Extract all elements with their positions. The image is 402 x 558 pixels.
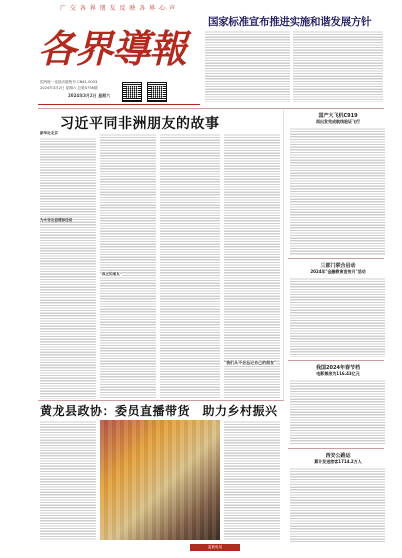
news-photo	[100, 420, 220, 540]
lead-story-body	[40, 137, 96, 399]
masthead-rule	[38, 104, 200, 105]
divider	[38, 108, 384, 109]
divider	[288, 448, 384, 449]
top-story-headline: 国家标准宣布推进实施和谐发展方针	[208, 16, 372, 28]
sidebar-story-body	[290, 467, 385, 542]
column-divider	[283, 110, 284, 400]
lead-story-subhead: 为中非友谊增添佳话	[40, 218, 73, 222]
bottom-story-body	[40, 420, 96, 540]
divider	[38, 400, 284, 401]
sidebar-story-subhead: 再出发完成航线验证飞行	[316, 119, 360, 124]
lead-story-pullquote: "我们从不会忘记自己的朋友"	[224, 360, 277, 365]
sidebar-story-body	[290, 127, 385, 255]
masthead-issue-info: 2024年3月2日 星期六 总第5756期	[40, 86, 98, 90]
lead-story-headline: 习近平同非洲朋友的故事	[60, 116, 220, 132]
sidebar-story-headline: 国产大飞机C919	[318, 113, 358, 119]
divider	[288, 360, 384, 361]
sidebar-story-subhead: 电影票房为116.43亿元	[316, 371, 360, 376]
top-story-body	[293, 30, 383, 102]
bottom-story-headline: 黄龙县政协：委员直播带货 助力乡村振兴	[40, 404, 278, 418]
lead-story-kicker: 新华社北京	[40, 131, 58, 135]
qr-code-icon	[147, 82, 167, 102]
bottom-story-body	[224, 420, 280, 540]
top-story-body	[205, 30, 290, 102]
qr-code-icon	[122, 82, 142, 102]
sidebar-story-subhead: 2024年"金融教育宣传月"活动	[310, 269, 366, 274]
footer-tag: 监督电话	[190, 544, 240, 551]
masthead-date: 2024年3月2日 星期六	[68, 93, 111, 98]
lead-story-subhead: "真正的朋友"	[100, 272, 122, 276]
masthead-slogan: 广 交 各 界 朋 友 反 映 各 界 心 声	[60, 5, 176, 12]
sidebar-story-headline: 西安公路运	[325, 453, 351, 459]
lead-story-body	[100, 133, 156, 399]
sidebar-story-body	[290, 379, 385, 445]
divider	[288, 258, 384, 259]
sidebar-story-headline: 三部门联合启动	[320, 263, 356, 269]
sidebar-story-body	[290, 277, 385, 357]
sidebar-story-headline: 我国2024年春节档	[316, 365, 360, 371]
masthead-title: 各界導報	[38, 26, 187, 71]
lead-story-body	[160, 133, 220, 399]
masthead-meta: 国内统一连续出版物号 CN61-0003	[40, 80, 98, 84]
sidebar-story-subhead: 累计发送旅客1714.2万人	[314, 459, 362, 464]
